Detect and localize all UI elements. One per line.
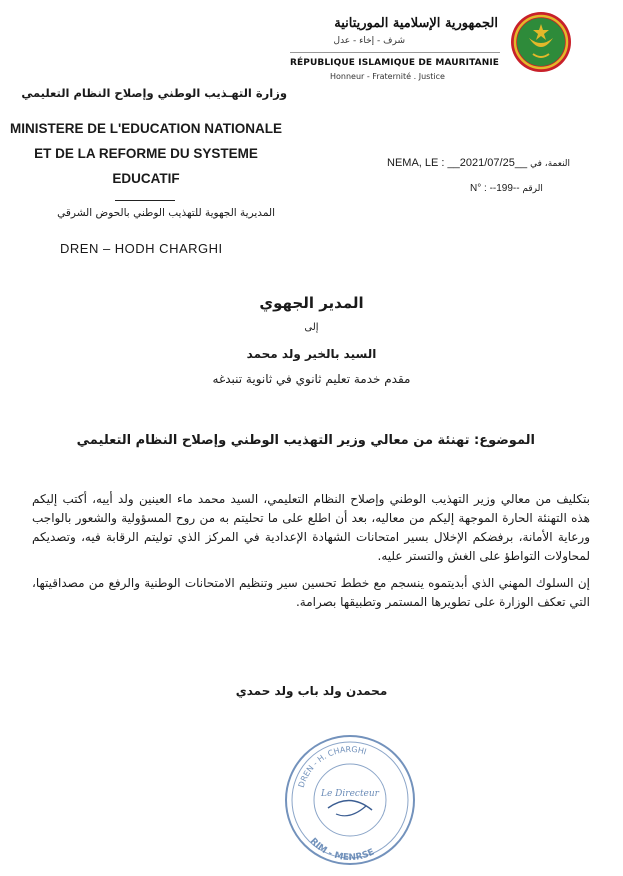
date-prefix: NEMA, LE : xyxy=(387,157,445,169)
ministry-fr-line1: MINISTERE DE L'EDUCATION NATIONALE xyxy=(10,121,282,136)
motto-ar: شرف - إخاء - عدل xyxy=(333,36,405,46)
header-divider xyxy=(290,52,500,53)
ministry-divider xyxy=(115,200,175,201)
date-line xyxy=(387,157,570,169)
number-value: --199-- xyxy=(489,183,520,194)
official-stamp xyxy=(280,730,420,870)
ministry-name-fr xyxy=(0,116,292,191)
republic-title-fr: RÉPUBLIQUE ISLAMIQUE DE MAURITANIE xyxy=(290,58,500,68)
date-label-ar: النعمة، في xyxy=(530,159,571,169)
signer-name: محمدن ولد باب ولد حمدي xyxy=(235,684,388,698)
body-paragraph-1: بتكليف من معالي وزير التهذيب الوطني وإصلاح النظام التعليمي، السيد محمد ماء العينين ولد أييه، أكتب إليكم هذه التهنئة الحارة الموجهة إليكم من معاليه، بعد أن اطلع على ما تحليتم به من روح المسؤولية والشعور بالواجب ورعاية الأمانة، برفضكم الإخلال بسير امتحانات الشهادة الإعدادية في المركز الذي توليتم الرقابة فيه، وتصديكم لمحاولات التواطؤ على الغش والتستر عليه. xyxy=(32,492,590,563)
republic-title-ar: الجمهورية الإسلامية الموريتانية xyxy=(334,16,498,31)
national-emblem-icon xyxy=(509,8,573,76)
recipient-name: السيد بالخير ولد محمد xyxy=(246,347,377,361)
number-prefix: N° : xyxy=(470,183,487,194)
recipient-role: مقدم خدمة تعليم ثانوي في ثانوية تنبدغه xyxy=(212,372,411,386)
svg-text:RIM - MENRSE: RIM - MENRSE xyxy=(307,836,377,864)
number-label-ar: الرقم xyxy=(522,184,543,194)
ministry-name-ar: وزارة التهـذيب الوطني وإصلاح النظام التعليمي xyxy=(21,86,287,100)
sender-title: المدير الجهوي xyxy=(259,294,364,312)
motto-fr: Honneur - Fraternité . Justice xyxy=(330,72,445,81)
reference-number-line xyxy=(470,183,543,194)
svg-text:Le Directeur: Le Directeur xyxy=(321,789,379,799)
letter-body xyxy=(32,490,590,620)
directorate-ar: المديرية الجهوية للتهذيب الوطني بالحوض الشرقي xyxy=(57,207,275,219)
to-label: إلى xyxy=(304,322,319,333)
svg-text:DREN - H. CHARGHI: DREN - H. CHARGHI xyxy=(296,744,368,789)
date-value: __2021/07/25__ xyxy=(447,157,528,169)
letter-subject: الموضوع: تهنئة من معالي وزير التهذيب الوطني وإصلاح النظام التعليمي xyxy=(76,433,535,448)
ministry-fr-line2: ET DE LA REFORME DU SYSTEME xyxy=(34,146,258,161)
body-paragraph-2: إن السلوك المهني الذي أبديتموه ينسجم مع خطط تحسين سير وتنظيم الامتحانات الوطنية والرفع من مصداقيتها، التي تعكف الوزارة على تطويرها المستمر وتطبيقها بصرامة. xyxy=(32,576,590,609)
dren-label: DREN – HODH CHARGHI xyxy=(60,241,223,256)
ministry-fr-line3: EDUCATIF xyxy=(112,171,180,186)
